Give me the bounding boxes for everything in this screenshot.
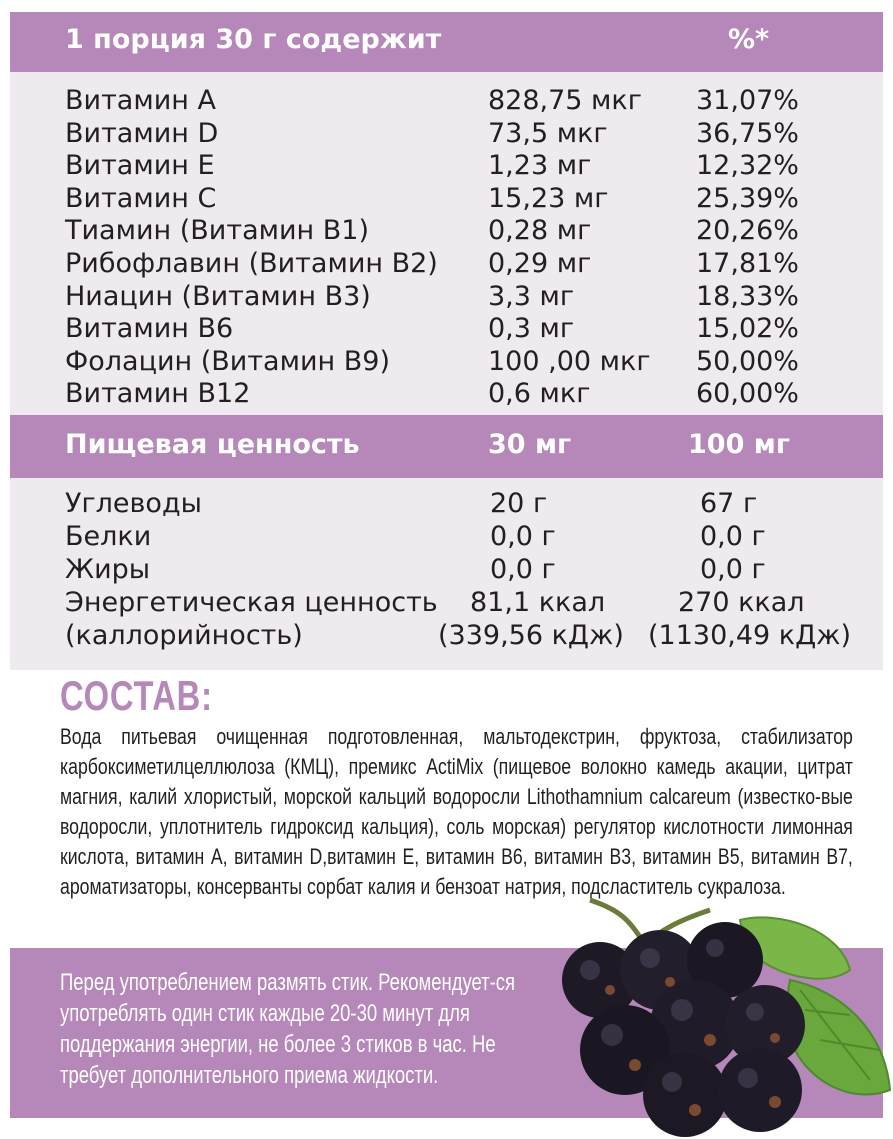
vitamin-amount: 828,75 мкг xyxy=(488,85,642,116)
vitamin-name: Тиамин (Витамин В1) xyxy=(65,215,370,247)
nutrition-name: (каллорийность) xyxy=(65,620,303,651)
vitamin-amount: 1,23 мг xyxy=(488,150,592,182)
vitamin-row xyxy=(10,183,883,215)
nutrition-col-100: 100 мг xyxy=(688,429,790,460)
nutrition-row xyxy=(10,620,883,652)
nutrition-col-30: 30 мг xyxy=(488,429,572,460)
nutrition-name: Энергетическая ценность xyxy=(65,587,438,618)
nutrition-value-100: (1130,49 кДж) xyxy=(648,620,852,651)
vitamin-percent: 15,02% xyxy=(696,313,799,345)
composition-text: Вода питьевая очищенная подготовленная, мальтодекстрин, фруктоза, стабилизатор карбоксиметилцеллюлоза (КМЦ), премикс ActiMix (пищевое волокно камедь акации, цитрат магния, калий хлористый, морской кальций водоросли Lithothamnium calcareum (известко-вые водоросли, уплотнитель гидроксид кальция), соль морская) регулятор кислотности лимонная кислота, витамин А, витамин D,витамин Е, витамин В6, витамин В3, витамин В5, витамин В7, ароматизаторы, консерванты сорбат калия и бензоат натрия, подсластитель сукралоза. xyxy=(60,724,853,899)
vitamin-name: Ниацин (Витамин В3) xyxy=(65,280,371,312)
vitamin-row xyxy=(10,150,883,182)
vitamin-name: Фолацин (Витамин В9) xyxy=(65,345,390,377)
nutrition-value-30: 0,0 г xyxy=(490,521,556,552)
usage-text: Перед употреблением размять стик. Рекомендует-ся употреблять один стик каждые 20-30 минут для поддержания энергии, не более 3 стиков в час. Не требует дополнительного приема жидкости. xyxy=(60,969,516,1089)
vitamin-amount: 100 ,00 мкг xyxy=(488,345,651,377)
vitamin-percent: 36,75% xyxy=(696,117,799,149)
nutrition-value-30: (339,56 кДж) xyxy=(438,620,624,651)
nutrition-section xyxy=(10,478,883,670)
vitamin-amount: 0,29 мг xyxy=(488,248,592,279)
vitamin-row xyxy=(10,281,883,313)
nutrition-name: Углеводы xyxy=(65,488,202,519)
vitamin-name: Витамин А xyxy=(65,85,216,116)
header-band xyxy=(10,12,883,72)
vitamin-name: Витамин E xyxy=(65,150,215,182)
vitamin-name: Рибофлавин (Витамин В2) xyxy=(65,248,438,279)
nutrition-value-100: 67 г xyxy=(700,488,758,519)
vitamin-percent: 18,33% xyxy=(696,280,799,312)
nutrition-value-30: 81,1 ккал xyxy=(470,587,606,618)
composition-title: СОСТАВ: xyxy=(60,672,213,719)
header-percent-label: %* xyxy=(728,24,770,55)
vitamin-percent: 25,39% xyxy=(696,182,799,214)
nutrition-row xyxy=(10,488,883,520)
nutrition-row xyxy=(10,554,883,586)
vitamin-row xyxy=(10,118,883,150)
nutrition-value-100: 0,0 г xyxy=(700,521,766,552)
nutrition-value-100: 0,0 г xyxy=(700,554,766,585)
vitamin-percent: 20,26% xyxy=(696,215,799,247)
vitamin-percent: 60,00% xyxy=(696,378,799,410)
vitamin-row xyxy=(10,346,883,378)
vitamin-amount: 0,3 мг xyxy=(488,313,575,345)
vitamin-name: Витамин В12 xyxy=(65,378,251,410)
vitamin-percent: 12,32% xyxy=(696,150,799,182)
nutrition-name: Белки xyxy=(65,521,152,552)
vitamin-amount: 0,28 мг xyxy=(488,215,592,247)
vitamin-name: Витамин С xyxy=(65,182,217,214)
nutrition-name: Жиры xyxy=(65,554,151,585)
vitamin-name: Витамин В6 xyxy=(65,313,234,345)
vitamin-amount: 15,23 мг xyxy=(488,182,609,214)
nutrition-value-100: 270 ккал xyxy=(678,587,805,618)
blackcurrant-image xyxy=(550,890,893,1139)
nutrition-row xyxy=(10,521,883,553)
vitamin-row xyxy=(10,313,883,345)
nutrition-header-band xyxy=(10,415,883,478)
header-title: 1 порция 30 г содержит xyxy=(65,24,442,55)
nutrition-value-30: 0,0 г xyxy=(490,554,556,585)
vitamin-amount: 73,5 мкг xyxy=(488,117,608,149)
vitamins-section xyxy=(10,72,883,415)
vitamin-amount: 3,3 мг xyxy=(488,280,575,312)
vitamin-row xyxy=(10,248,883,280)
vitamin-row xyxy=(10,215,883,247)
vitamin-row xyxy=(10,85,883,117)
vitamin-percent: 50,00% xyxy=(696,345,799,377)
nutrition-title: Пищевая ценность xyxy=(65,429,360,460)
vitamin-amount: 0,6 мкг xyxy=(488,378,591,410)
vitamin-row xyxy=(10,378,883,410)
vitamin-percent: 17,81% xyxy=(696,248,799,279)
vitamin-name: Витамин D xyxy=(65,117,219,149)
nutrition-value-30: 20 г xyxy=(490,488,548,519)
vitamin-percent: 31,07% xyxy=(696,85,799,116)
nutrition-row xyxy=(10,587,883,619)
